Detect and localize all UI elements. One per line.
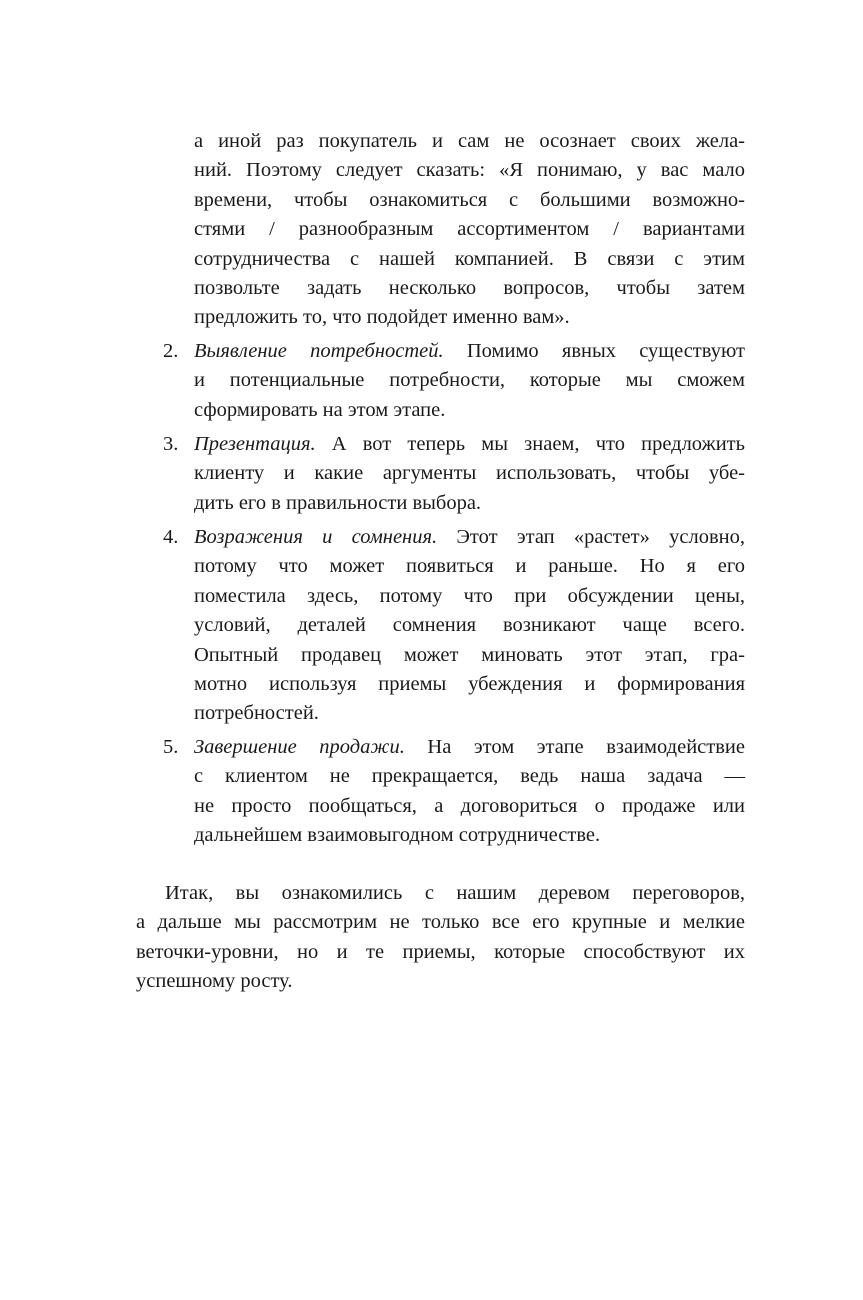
text-line: успешному росту. — [136, 970, 293, 993]
text-line: дить его в правильности выбора. — [194, 491, 482, 514]
text-line: не просто пообщаться, а договориться о продаже или — [194, 794, 745, 817]
text-line: потому что может появиться и раньше. Но я его — [194, 555, 745, 578]
intro-block — [194, 127, 745, 333]
text-line: Этот этап «растет» условно, — [437, 526, 745, 548]
text-line: мотно используя приемы убеждения и формирования — [194, 672, 745, 695]
text-line: стями / разнообразным ассортиментом / вариантами — [194, 218, 745, 241]
text-line: клиенту и какие аргументы использовать, чтобы убе- — [194, 462, 745, 485]
text-line: На этом этапе взаимодействие — [404, 736, 745, 758]
list-item-2 — [163, 337, 745, 425]
text-line: Опытный продавец может миновать этот этап, гра- — [194, 643, 745, 666]
text-line: предложить то, что подойдет именно вам». — [194, 306, 570, 329]
text-line: А вот теперь мы знаем, что предложить — [315, 433, 745, 455]
text-line: дальнейшем взаимовыгодном сотрудничестве. — [194, 824, 601, 847]
item-title: Возражения и сомнения. — [194, 526, 438, 548]
item-title: Презентация. — [194, 433, 316, 455]
text-line: веточки-уровни, но и те приемы, которые способствуют их — [136, 940, 745, 963]
text-line: потребностей. — [194, 702, 319, 725]
text-line: сотрудничества с нашей компанией. В связи с этим — [194, 247, 745, 270]
text-line: а иной раз покупатель и сам не осознает своих жела- — [194, 130, 745, 152]
text-line: с клиентом не прекращается, ведь наша задача — — [194, 765, 745, 788]
list-number: 4. — [163, 526, 179, 548]
text-line: и потенциальные потребности, которые мы сможем — [194, 369, 745, 392]
list-number: 5. — [163, 736, 179, 758]
text-line: Итак, вы ознакомились с нашим деревом переговоров, — [165, 882, 745, 904]
text-line: условий, деталей сомнения возникают чаще всего. — [194, 614, 745, 637]
list-number: 2. — [163, 340, 179, 362]
list-item-5 — [163, 733, 745, 851]
text-line: ний. Поэтому следует сказать: «Я понимаю, у вас мало — [194, 159, 745, 182]
text-line: поместила здесь, потому что при обсуждении цены, — [194, 584, 745, 607]
closing-paragraph — [136, 879, 745, 997]
text-line: сформировать на этом этапе. — [194, 398, 446, 421]
text-line: Помимо явных существуют — [443, 340, 745, 362]
list-item-4 — [163, 523, 745, 729]
item-title: Выявление потребностей. — [194, 340, 444, 362]
text-line: времени, чтобы ознакомиться с большими возможно- — [194, 188, 745, 211]
item-title: Завершение продажи. — [194, 736, 405, 758]
text-line: а дальше мы рассмотрим не только все его крупные и мелкие — [136, 911, 745, 934]
list-item-3 — [163, 430, 745, 518]
text-line: позвольте задать несколько вопросов, чтобы затем — [194, 276, 745, 299]
list-number: 3. — [163, 433, 179, 455]
